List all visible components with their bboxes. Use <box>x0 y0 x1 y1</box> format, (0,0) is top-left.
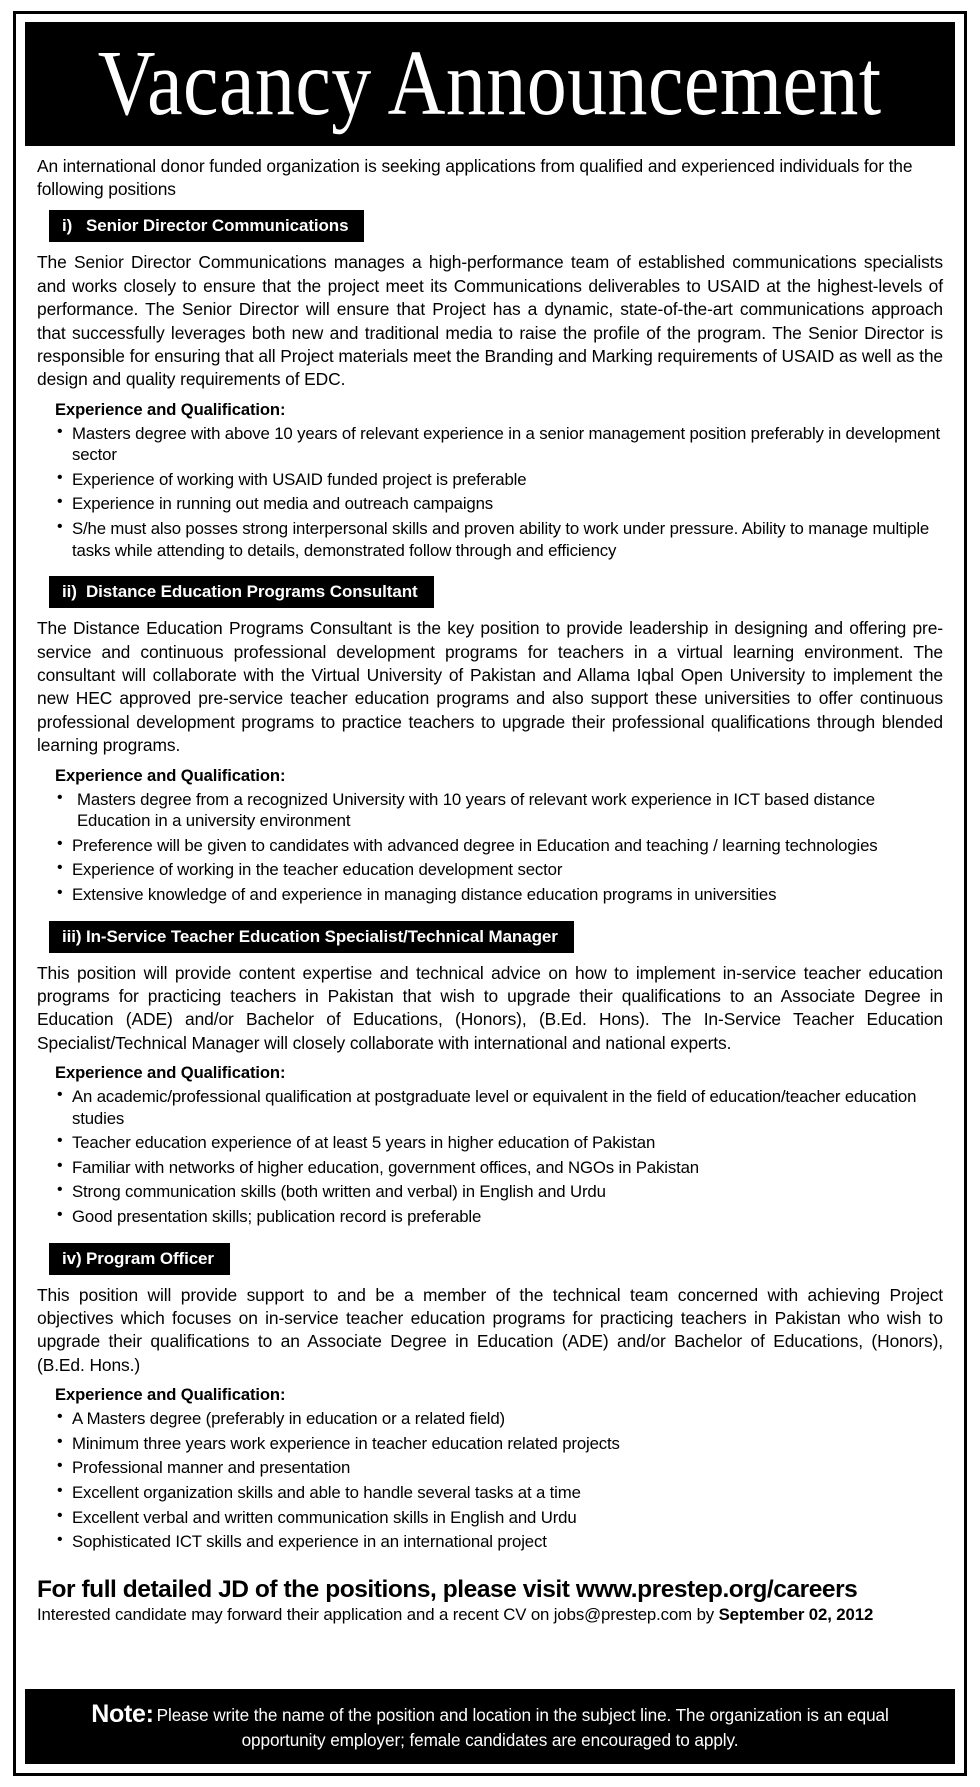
advertisement-body <box>25 146 955 1689</box>
application-instruction-text: Interested candidate may forward their application and a recent CV on jobs@prestep.com by <box>37 1605 719 1625</box>
position-numeral-3: iii) <box>62 926 82 946</box>
list-item: • Minimum three years work experience in teacher education related projects <box>57 1433 943 1455</box>
advertisement-frame <box>13 11 967 1776</box>
position-title-2: Distance Education Programs Consultant <box>86 582 418 602</box>
note-body: Please write the name of the position and location in the subject line. The organization is an equal opportunity employer; female candidates are encouraged to apply. <box>156 1704 889 1751</box>
position-section-2 <box>37 576 943 908</box>
list-item: • An academic/professional qualification at postgraduate level or equivalent in the field of education/teacher education studies <box>57 1086 943 1129</box>
page-title: Vacancy Announcement <box>98 32 882 136</box>
list-item: • A Masters degree (preferably in education or a related field) <box>57 1408 943 1430</box>
position-numeral-4: iv) <box>62 1248 82 1268</box>
note-label: Note: <box>91 1699 154 1728</box>
requirements-list-4 <box>37 1408 943 1552</box>
list-item: • Familiar with networks of higher education, government offices, and NGOs in Pakistan <box>57 1157 943 1179</box>
position-section-4 <box>37 1243 943 1556</box>
list-item: • Excellent verbal and written communication skills in English and Urdu <box>57 1507 943 1529</box>
note-text <box>51 1699 929 1752</box>
requirements-list-2 <box>37 789 943 906</box>
position-title-3: In-Service Teacher Education Specialist/Technical Manager <box>86 926 558 946</box>
requirements-list-1 <box>37 423 943 561</box>
position-numeral-2: ii) <box>62 582 77 602</box>
list-item: • Preference will be given to candidates with advanced degree in Education and teaching / learning technologies <box>57 835 943 857</box>
experience-label-3: Experience and Qualification: <box>55 1063 286 1083</box>
list-item: • Experience of working in the teacher education development sector <box>57 859 943 881</box>
intro-paragraph: An international donor funded organization is seeking applications from qualified and experienced individuals for the following positions <box>37 156 913 200</box>
application-deadline: September 02, 2012 <box>718 1605 874 1625</box>
note-bar <box>25 1689 955 1764</box>
masthead-banner <box>25 22 955 146</box>
position-title-1: Senior Director Communications <box>86 216 349 236</box>
list-item: • Masters degree from a recognized University with 10 years of relevant work experience in ICT based distance Education in a university environment <box>57 789 943 832</box>
list-item: • Sophisticated ICT skills and experience in an international project <box>57 1531 943 1553</box>
position-section-3 <box>37 921 943 1231</box>
position-heading-3 <box>49 921 574 953</box>
position-numeral-1: i) <box>62 216 73 236</box>
list-item: • Professional manner and presentation <box>57 1457 943 1479</box>
experience-label-4: Experience and Qualification: <box>55 1385 286 1405</box>
list-item: • Good presentation skills; publication record is preferable <box>57 1206 943 1228</box>
position-heading-1 <box>49 210 364 242</box>
position-section-1 <box>37 210 943 564</box>
list-item: • Masters degree with above 10 years of relevant experience in a senior management position preferably in development sector <box>57 423 943 466</box>
position-description-4: This position will provide support to and be a member of the technical team concerned with achieving Project objectives which focuses on in-service teacher education programs for practicing teachers in Pakistan who wish to upgrade their qualifications to an Associate Degree in Education (ADE) and/or Bachelor of Educations, (Honors), (B.Ed. Hons.) <box>37 1284 943 1375</box>
list-item: • Excellent organization skills and able to handle several tasks at a time <box>57 1482 943 1504</box>
position-title-4: Program Officer <box>86 1248 214 1268</box>
list-item: • Teacher education experience of at least 5 years in higher education of Pakistan <box>57 1132 943 1154</box>
list-item: • Extensive knowledge of and experience in managing distance education programs in universities <box>57 884 943 906</box>
list-item: • Experience of working with USAID funded project is preferable <box>57 469 943 491</box>
experience-label-1: Experience and Qualification: <box>55 399 286 419</box>
list-item: • Experience in running out media and outreach campaigns <box>57 493 943 515</box>
experience-label-2: Experience and Qualification: <box>55 765 286 785</box>
position-description-2: The Distance Education Programs Consultant is the key position to provide leadership in designing and offering pre-service and continuous professional development programs for teachers in a virtual learning environment. The consultant will collaborate with the Virtual University of Pakistan and Allama Iqbal Open University to implement the new HEC approved pre-service teacher education programs and also support these universities to offer continuous professional development programs to practice teachers to upgrade their professional qualifications through blended learning programs. <box>37 618 943 756</box>
position-description-3: This position will provide content expertise and technical advice on how to implement in-service teacher education programs for practicing teachers in Pakistan that wish to upgrade their qualifications to an Associate Degree in Education (ADE) and/or Bachelor of Educations, (Honors), (B.Ed. Hons). The In-Service Teacher Education Specialist/Technical Manager will closely collaborate with international and national experts. <box>37 962 943 1053</box>
position-heading-4 <box>49 1243 230 1275</box>
requirements-list-3 <box>37 1086 943 1227</box>
list-item: • Strong communication skills (both written and verbal) in English and Urdu <box>57 1181 943 1203</box>
position-heading-2 <box>49 576 434 608</box>
position-description-1: The Senior Director Communications manages a high-performance team of established communications specialists and works closely to ensure that the project meet its Communications deliverables to USAID at the highest-levels of performance. The Senior Director will ensure that Project has a dynamic, state-of-the-art communications approach that successfully leverages both new and traditional media to raise the profile of the program. The Senior Director is responsible for ensuring that all Project materials meet the Branding and Marking requirements of USAID as well as the design and quality requirements of EDC. <box>37 252 943 390</box>
application-instruction <box>37 1605 943 1625</box>
cta-text: For full detailed JD of the positions, please visit www.prestep.org/careers <box>37 1575 858 1603</box>
list-item: • S/he must also posses strong interpersonal skills and proven ability to work under pressure. Ability to manage multiple tasks while attending to details, demonstrated follow through and efficiency <box>57 518 943 561</box>
